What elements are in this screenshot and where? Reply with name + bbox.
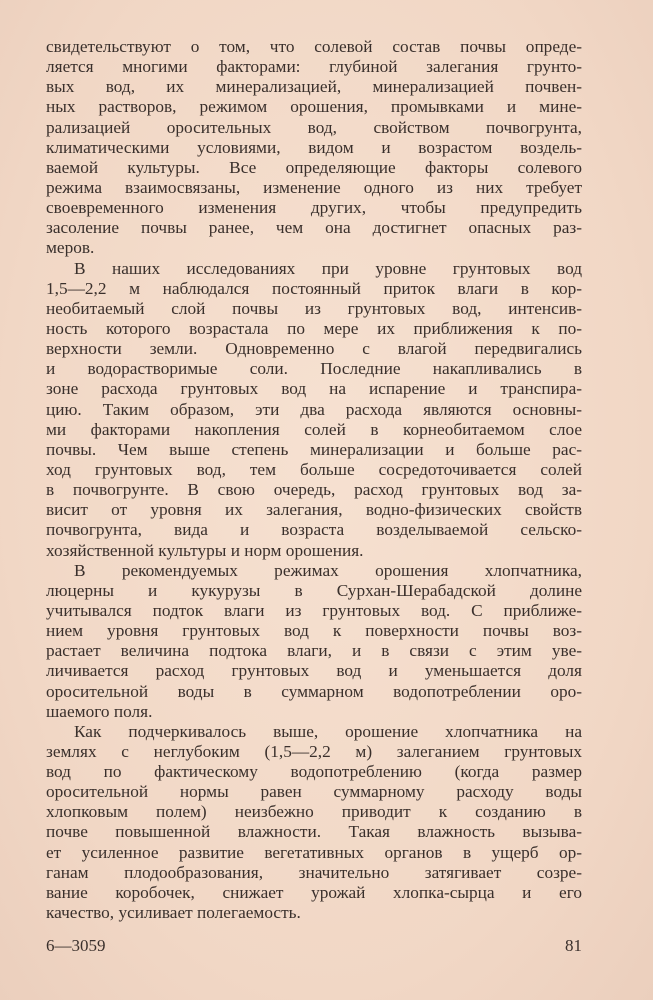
text-line: учитывался подток влаги из грунтовых вод. С приближе- [46, 600, 582, 620]
text-line: висит от уровня их залегания, водно-физических свойств [46, 500, 582, 520]
text-line: в почвогрунте. В свою очередь, расход грунтовых вод за- [46, 480, 582, 500]
text-line: рализацией оросительных вод, свойством почвогрунта, [46, 117, 582, 137]
text-line: нием уровня грунтовых вод к поверхности почвы воз- [46, 621, 582, 641]
text-line: Как подчеркивалось выше, орошение хлопчатника на [74, 721, 582, 741]
paragraph [46, 37, 582, 259]
paragraph [46, 561, 582, 722]
paragraph [46, 259, 582, 561]
text-line: зоне расхода грунтовых вод на испарение и транспира- [46, 379, 582, 399]
text-line: вание коробочек, снижает урожай хлопка-сырца и его [46, 882, 582, 902]
page-body [46, 37, 582, 923]
text-line: необитаемый слой почвы из грунтовых вод, интенсив- [46, 298, 582, 318]
text-line: верхности земли. Одновременно с влагой передвигались [46, 339, 582, 359]
text-line: почвы. Чем выше степень минерализации и больше рас- [46, 439, 582, 459]
text-line: ет усиленное развитие вегетативных органов в ущерб ор- [46, 842, 582, 862]
text-line: ваемой культуры. Все определяющие факторы солевого [46, 157, 582, 177]
text-line: ганам плодообразования, значительно затягивает созре- [46, 862, 582, 882]
text-line: люцерны и кукурузы в Сурхан-Шерабадской долине [46, 580, 582, 600]
text-line: ход грунтовых вод, тем больше сосредоточивается солей [46, 459, 582, 479]
text-line: и водорастворимые соли. Последние накапливались в [46, 359, 582, 379]
text-line: оросительной нормы равен суммарному расходу воды [46, 782, 582, 802]
text-line: растает величина подтока влаги, и в связи с этим уве- [46, 641, 582, 661]
text-line: своевременного изменения других, чтобы предупредить [46, 198, 582, 218]
text-line: шаемого поля. [46, 701, 153, 721]
text-line: В рекомендуемых режимах орошения хлопчатника, [74, 560, 582, 580]
text-line: 1,5—2,2 м наблюдался постоянный приток влаги в кор- [46, 278, 582, 298]
text-line: качество, усиливает полегаемость. [46, 903, 301, 923]
text-line: ми факторами накопления солей в корнеобитаемом слое [46, 419, 582, 439]
text-line: почве повышенной влажности. Такая влажность вызыва- [46, 822, 582, 842]
text-line: оросительной воды в суммарном водопотреблении оро- [46, 681, 582, 701]
text-line: засоление почвы ранее, чем она достигнет опасных раз- [46, 218, 582, 238]
text-line: ляется многими факторами: глубиной залегания грунто- [46, 57, 582, 77]
printer-signature: 6—3059 [46, 936, 106, 955]
text-line: климатическими условиями, видом и возрастом воздель- [46, 137, 582, 157]
text-line: личивается расход грунтовых вод и уменьшается доля [46, 661, 582, 681]
text-line: ность которого возрастала по мере их приближения к по- [46, 318, 582, 338]
text-line: вых вод, их минерализацией, минерализацией почвен- [46, 77, 582, 97]
paragraph [46, 722, 582, 923]
text-line: меров. [46, 238, 95, 258]
page-number: 81 [565, 936, 582, 955]
text-line: хозяйственной культуры и норм орошения. [46, 540, 364, 560]
text-line: землях с неглубоким (1,5—2,2 м) залеганием грунтовых [46, 741, 582, 761]
text-line: В наших исследованиях при уровне грунтовых вод [74, 258, 582, 278]
text-line: почвогрунта, вида и возраста возделываемой сельско- [46, 520, 582, 540]
text-line: цию. Таким образом, эти два расхода являются основны- [46, 399, 582, 419]
text-line: ных растворов, режимом орошения, промывками и мине- [46, 97, 582, 117]
text-line: режима взаимосвязаны, изменение одного из них требует [46, 177, 582, 197]
text-line: вод по фактическому водопотреблению (когда размер [46, 762, 582, 782]
text-line: хлопковым полем) неизбежно приводит к созданию в [46, 802, 582, 822]
page-footer [46, 936, 582, 956]
text-line: свидетельствуют о том, что солевой состав почвы опреде- [46, 37, 582, 56]
